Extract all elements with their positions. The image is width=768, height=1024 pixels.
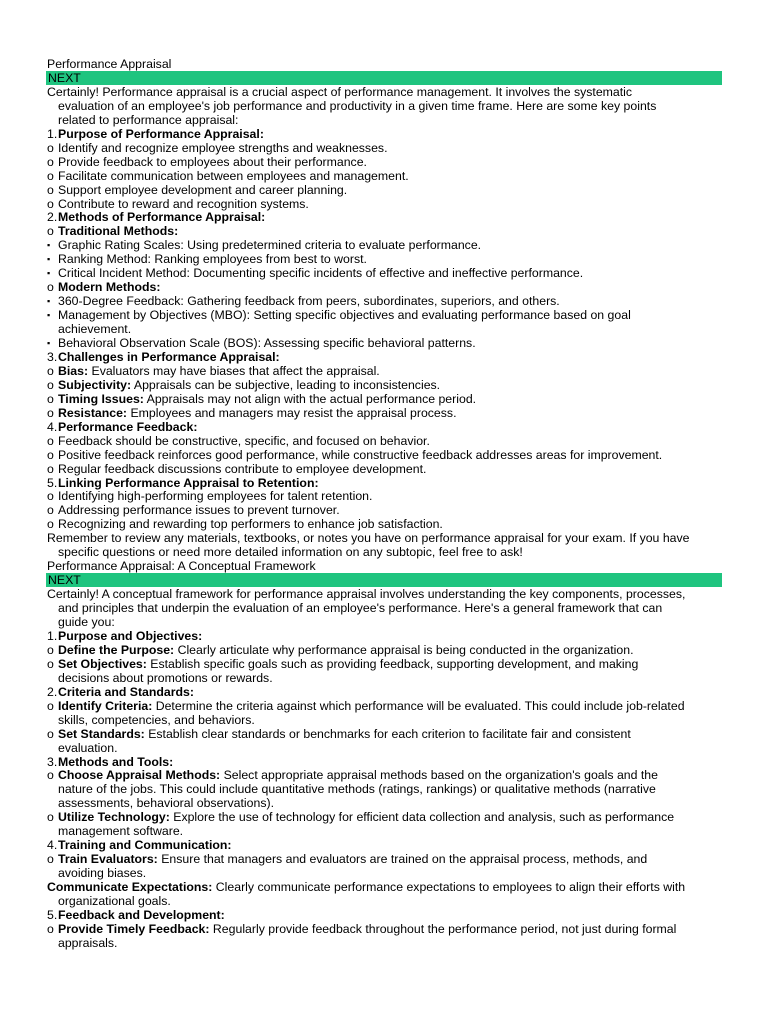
line-text bbox=[58, 685, 194, 699]
line-text bbox=[58, 601, 662, 615]
circle-bullet-item bbox=[0, 810, 768, 824]
list-number: 1. bbox=[47, 628, 58, 643]
line-text bbox=[58, 810, 674, 824]
circle-bullet-icon: o bbox=[47, 768, 54, 783]
body-text: NEXT bbox=[48, 573, 81, 588]
circle-bullet-item bbox=[0, 852, 768, 866]
body-text: Employees and managers may resist the appraisal process. bbox=[127, 405, 457, 420]
bold-label: Provide Timely Feedback: bbox=[58, 921, 210, 936]
item-continuation bbox=[0, 741, 768, 755]
item-continuation bbox=[0, 796, 768, 810]
circle-bullet-item bbox=[0, 197, 768, 211]
body-text: Establish clear standards or benchmarks for each criterion to facilitate fair and consistent bbox=[144, 726, 631, 741]
bold-label: Methods of Performance Appraisal: bbox=[58, 210, 266, 225]
body-text: organizational goals. bbox=[58, 894, 171, 908]
numbered-heading bbox=[0, 755, 768, 769]
bold-label: Resistance: bbox=[58, 405, 128, 420]
paragraph-continuation bbox=[0, 615, 768, 629]
body-text: decisions about promotions or rewards. bbox=[58, 670, 273, 685]
body-text: Critical Incident Method: Documenting specific incidents of effective and ineffective performance. bbox=[58, 266, 584, 281]
body-text: 360-Degree Feedback: Gathering feedback from peers, subordinates, superiors, and others. bbox=[58, 294, 560, 309]
body-text: guide you: bbox=[58, 615, 115, 629]
circle-bullet-icon: o bbox=[47, 154, 54, 169]
line-text bbox=[48, 71, 81, 85]
circle-bullet-icon: o bbox=[47, 656, 54, 671]
body-text: Certainly! Performance appraisal is a crucial aspect of performance management. It involves the systematic bbox=[47, 84, 633, 99]
body-text: Identifying high-performing employees for talent retention. bbox=[58, 489, 373, 504]
list-number: 2. bbox=[47, 684, 58, 699]
bold-label: Train Evaluators: bbox=[58, 852, 158, 867]
bold-label: Subjectivity: bbox=[58, 377, 132, 392]
body-text: Behavioral Observation Scale (BOS): Assessing specific behavioral patterns. bbox=[58, 336, 476, 350]
line-text bbox=[58, 503, 340, 517]
line-text bbox=[58, 852, 647, 866]
line-text bbox=[58, 699, 685, 713]
numbered-heading bbox=[0, 838, 768, 852]
line-text bbox=[58, 615, 115, 629]
square-bullet-item bbox=[0, 266, 768, 280]
body-text: Explore the use of technology for efficient data collection and analysis, such as performance bbox=[169, 810, 675, 825]
item-continuation bbox=[0, 322, 768, 336]
line-text bbox=[58, 671, 273, 685]
circle-bullet-item bbox=[0, 392, 768, 406]
circle-bullet-item bbox=[0, 406, 768, 420]
paragraph-continuation bbox=[0, 545, 768, 559]
body-text: Graphic Rating Scales: Using predetermined criteria to evaluate performance. bbox=[58, 238, 482, 253]
bold-label: Linking Performance Appraisal to Retention: bbox=[58, 475, 319, 490]
line-text bbox=[58, 448, 662, 462]
section-title bbox=[0, 559, 768, 573]
circle-bullet-icon: o bbox=[47, 489, 54, 504]
bold-label: Define the Purpose: bbox=[58, 642, 175, 657]
circle-bullet-icon: o bbox=[47, 363, 54, 378]
line-text bbox=[58, 183, 347, 197]
circle-bullet-item bbox=[0, 280, 768, 294]
line-text bbox=[58, 322, 131, 336]
square-bullet-icon: ▪ bbox=[47, 296, 51, 307]
line-text bbox=[47, 587, 685, 601]
circle-bullet-icon: o bbox=[47, 196, 54, 211]
circle-bullet-item bbox=[0, 141, 768, 155]
paragraph-continuation bbox=[0, 601, 768, 615]
square-bullet-icon: ▪ bbox=[47, 268, 51, 279]
line-text bbox=[58, 155, 367, 169]
body-text: assessments, behavioral observations). bbox=[58, 796, 274, 811]
square-bullet-icon: ▪ bbox=[47, 240, 51, 251]
line-text bbox=[58, 224, 178, 238]
circle-bullet-icon: o bbox=[47, 517, 54, 532]
circle-bullet-icon: o bbox=[47, 726, 54, 741]
numbered-heading bbox=[0, 685, 768, 699]
section-title bbox=[0, 57, 768, 71]
circle-bullet-item bbox=[0, 643, 768, 657]
bold-label: Challenges in Performance Appraisal: bbox=[58, 349, 280, 364]
circle-bullet-item bbox=[0, 462, 768, 476]
body-text: and principles that underpin the evaluation of an employee's performance. Here's a general framework that can bbox=[58, 601, 663, 615]
item-continuation bbox=[0, 894, 768, 908]
bold-label: Purpose and Objectives: bbox=[58, 628, 203, 643]
circle-bullet-icon: o bbox=[47, 503, 54, 518]
list-number: 1. bbox=[47, 126, 58, 141]
body-text: Evaluators may have biases that affect the appraisal. bbox=[88, 363, 380, 378]
line-text bbox=[58, 238, 481, 252]
line-text bbox=[58, 364, 380, 378]
circle-bullet-item bbox=[0, 768, 768, 782]
line-text bbox=[58, 392, 476, 406]
circle-bullet-icon: o bbox=[47, 433, 54, 448]
bold-label: Criteria and Standards: bbox=[58, 684, 194, 699]
body-text: Clearly articulate why performance appraisal is being conducted in the organization. bbox=[174, 642, 634, 657]
circle-bullet-item bbox=[0, 489, 768, 503]
body-text: evaluation. bbox=[58, 740, 118, 755]
item-continuation bbox=[0, 936, 768, 950]
body-text: Select appropriate appraisal methods based on the organization's goals and the bbox=[220, 768, 658, 783]
line-text bbox=[58, 113, 238, 127]
paragraph-line bbox=[0, 587, 768, 601]
body-text: Performance Appraisal bbox=[47, 57, 172, 71]
circle-bullet-icon: o bbox=[47, 224, 54, 239]
line-text bbox=[58, 713, 255, 727]
bold-label: Choose Appraisal Methods: bbox=[58, 768, 221, 783]
bold-label: Modern Methods: bbox=[58, 280, 161, 295]
line-text bbox=[58, 141, 387, 155]
line-text bbox=[58, 406, 457, 420]
item-continuation bbox=[0, 866, 768, 880]
item-continuation bbox=[0, 824, 768, 838]
line-text bbox=[58, 336, 476, 350]
line-text bbox=[47, 85, 632, 99]
line-text bbox=[58, 782, 656, 796]
circle-bullet-icon: o bbox=[47, 405, 54, 420]
body-text: skills, competencies, and behaviors. bbox=[58, 712, 255, 727]
list-number: 2. bbox=[47, 210, 58, 225]
bold-label: Feedback and Development: bbox=[58, 907, 225, 922]
circle-bullet-icon: o bbox=[47, 642, 54, 657]
bold-label: Bias: bbox=[58, 363, 89, 378]
line-text bbox=[58, 936, 117, 950]
line-text bbox=[58, 252, 367, 266]
square-bullet-item bbox=[0, 336, 768, 350]
body-text: Determine the criteria against which performance will be evaluated. This could include job-related bbox=[152, 698, 685, 713]
line-text bbox=[58, 768, 658, 782]
paragraph-line bbox=[0, 531, 768, 545]
body-text: Regular feedback discussions contribute to employee development. bbox=[58, 461, 427, 476]
line-text bbox=[58, 266, 583, 280]
line-text bbox=[47, 531, 689, 545]
square-bullet-icon: ▪ bbox=[47, 310, 51, 321]
line-text bbox=[58, 420, 197, 434]
body-text: Certainly! A conceptual framework for performance appraisal involves understanding the key components, processes, bbox=[47, 587, 686, 602]
line-text bbox=[58, 294, 560, 308]
numbered-heading bbox=[0, 476, 768, 490]
circle-bullet-item bbox=[0, 657, 768, 671]
body-text: Provide feedback to employees about their performance. bbox=[58, 154, 367, 169]
square-bullet-item bbox=[0, 252, 768, 266]
circle-bullet-item bbox=[0, 727, 768, 741]
body-text: Feedback should be constructive, specific, and focused on behavior. bbox=[58, 433, 430, 448]
list-number: 5. bbox=[47, 475, 58, 490]
body-text: avoiding biases. bbox=[58, 866, 147, 881]
paragraph-continuation bbox=[0, 99, 768, 113]
circle-bullet-item bbox=[0, 922, 768, 936]
line-text bbox=[58, 755, 173, 769]
circle-bullet-icon: o bbox=[47, 377, 54, 392]
circle-bullet-icon: o bbox=[47, 168, 54, 183]
bold-label: Utilize Technology: bbox=[58, 810, 170, 825]
circle-bullet-icon: o bbox=[47, 391, 54, 406]
next-banner bbox=[46, 71, 722, 85]
line-text bbox=[58, 280, 160, 294]
body-text: NEXT bbox=[48, 71, 81, 85]
bold-label: Timing Issues: bbox=[58, 391, 144, 406]
line-text bbox=[58, 210, 265, 224]
square-bullet-item bbox=[0, 294, 768, 308]
circle-bullet-icon: o bbox=[47, 280, 54, 295]
paragraph-line bbox=[0, 85, 768, 99]
circle-bullet-item bbox=[0, 699, 768, 713]
body-text: Establish specific goals such as providing feedback, supporting development, and making bbox=[146, 656, 639, 671]
numbered-heading bbox=[0, 908, 768, 922]
body-text: Performance Appraisal: A Conceptual Framework bbox=[47, 559, 316, 574]
body-text: management software. bbox=[58, 824, 184, 839]
numbered-heading bbox=[0, 350, 768, 364]
item-continuation bbox=[0, 713, 768, 727]
line-text bbox=[58, 378, 440, 392]
bold-label: Set Standards: bbox=[58, 726, 145, 741]
list-number: 3. bbox=[47, 349, 58, 364]
bold-label: Performance Feedback: bbox=[58, 419, 198, 434]
line-text bbox=[58, 657, 638, 671]
line-text bbox=[58, 908, 225, 922]
line-text bbox=[58, 489, 372, 503]
line-text bbox=[58, 517, 443, 531]
line-text bbox=[47, 559, 316, 573]
body-text: Management by Objectives (MBO): Setting specific objectives and evaluating performance based on goal bbox=[58, 308, 631, 323]
body-text: Appraisals may not align with the actual performance period. bbox=[143, 391, 477, 406]
circle-bullet-item bbox=[0, 224, 768, 238]
circle-bullet-icon: o bbox=[47, 140, 54, 155]
item-continuation bbox=[0, 782, 768, 796]
line-text bbox=[58, 434, 430, 448]
body-text: Clearly communicate performance expectations to employees to align their efforts with bbox=[212, 880, 686, 894]
body-text: specific questions or need more detailed information on any subtopic, feel free to ask! bbox=[58, 545, 523, 560]
line-text bbox=[58, 629, 202, 643]
body-text: nature of the jobs. This could include quantitative methods (ratings, rankings) or qualitative methods (narrative bbox=[58, 782, 656, 797]
line-text bbox=[58, 643, 634, 657]
line-text bbox=[58, 476, 319, 490]
list-number: 4. bbox=[47, 838, 58, 853]
body-text: Support employee development and career planning. bbox=[58, 182, 348, 197]
body-text: Regularly provide feedback throughout the performance period, not just during formal bbox=[209, 921, 677, 936]
body-text: Facilitate communication between employees and management. bbox=[58, 168, 409, 183]
numbered-heading bbox=[0, 629, 768, 643]
line-text bbox=[58, 727, 631, 741]
list-number: 4. bbox=[47, 419, 58, 434]
line-text bbox=[58, 169, 409, 183]
circle-bullet-icon: o bbox=[47, 810, 54, 825]
circle-bullet-item bbox=[0, 378, 768, 392]
bold-label: Methods and Tools: bbox=[58, 754, 174, 769]
circle-bullet-item bbox=[0, 503, 768, 517]
line-text bbox=[48, 573, 81, 587]
body-text: achievement. bbox=[58, 322, 132, 337]
body-text: Ensure that managers and evaluators are trained on the appraisal process, methods, and bbox=[157, 852, 648, 867]
bold-label: Traditional Methods: bbox=[58, 224, 179, 239]
line-text bbox=[47, 57, 171, 71]
numbered-heading bbox=[0, 127, 768, 141]
line-text bbox=[58, 866, 146, 880]
line-text bbox=[58, 350, 280, 364]
body-text: related to performance appraisal: bbox=[58, 112, 239, 127]
line-text bbox=[58, 741, 117, 755]
bold-label: Purpose of Performance Appraisal: bbox=[58, 126, 264, 141]
line-text bbox=[58, 462, 426, 476]
line-text bbox=[58, 308, 631, 322]
line-text bbox=[58, 922, 676, 936]
circle-bullet-item bbox=[0, 448, 768, 462]
body-text: Recognizing and rewarding top performers to enhance job satisfaction. bbox=[58, 517, 443, 532]
body-text: Positive feedback reinforces good performance, while constructive feedback addresses areas for improvement. bbox=[58, 447, 663, 462]
line-text bbox=[58, 894, 171, 908]
body-text: Identify and recognize employee strengths and weaknesses. bbox=[58, 140, 388, 155]
circle-bullet-icon: o bbox=[47, 852, 54, 867]
body-text: appraisals. bbox=[58, 935, 118, 950]
circle-bullet-icon: o bbox=[47, 921, 54, 936]
numbered-heading bbox=[0, 210, 768, 224]
line-text bbox=[58, 99, 656, 113]
circle-bullet-icon: o bbox=[47, 447, 54, 462]
body-text: Addressing performance issues to prevent turnover. bbox=[58, 503, 340, 518]
body-text: Contribute to reward and recognition systems. bbox=[58, 196, 309, 211]
line-text bbox=[58, 545, 523, 559]
line-text bbox=[58, 824, 183, 838]
bold-label: Training and Communication: bbox=[58, 838, 232, 853]
square-bullet-item bbox=[0, 238, 768, 252]
bold-label: Communicate Expectations: bbox=[47, 880, 213, 894]
square-bullet-icon: ▪ bbox=[47, 338, 51, 348]
list-number: 3. bbox=[47, 754, 58, 769]
numbered-heading bbox=[0, 420, 768, 434]
item-continuation bbox=[0, 671, 768, 685]
body-text: Appraisals can be subjective, leading to inconsistencies. bbox=[131, 377, 441, 392]
line-text bbox=[58, 127, 264, 141]
line-text bbox=[58, 197, 309, 211]
body-text: Remember to review any materials, textbooks, or notes you have on performance appraisal for your exam. If you have bbox=[47, 531, 690, 546]
body-text: Ranking Method: Ranking employees from best to worst. bbox=[58, 252, 367, 267]
paragraph-line bbox=[0, 880, 768, 894]
line-text bbox=[58, 838, 232, 852]
list-number: 5. bbox=[47, 907, 58, 922]
circle-bullet-icon: o bbox=[47, 182, 54, 197]
line-text bbox=[58, 796, 274, 810]
next-banner bbox=[46, 573, 722, 587]
paragraph-continuation bbox=[0, 113, 768, 127]
square-bullet-icon: ▪ bbox=[47, 254, 51, 265]
circle-bullet-icon: o bbox=[47, 698, 54, 713]
circle-bullet-item bbox=[0, 434, 768, 448]
square-bullet-item bbox=[0, 308, 768, 322]
body-text: evaluation of an employee's job performance and productivity in a given time frame. Here are some key points bbox=[58, 98, 657, 113]
circle-bullet-item bbox=[0, 155, 768, 169]
line-text bbox=[47, 880, 685, 894]
circle-bullet-item bbox=[0, 364, 768, 378]
circle-bullet-item bbox=[0, 517, 768, 531]
bold-label: Identify Criteria: bbox=[58, 698, 153, 713]
circle-bullet-icon: o bbox=[47, 461, 54, 476]
bold-label: Set Objectives: bbox=[58, 656, 147, 671]
circle-bullet-item bbox=[0, 183, 768, 197]
circle-bullet-item bbox=[0, 169, 768, 183]
